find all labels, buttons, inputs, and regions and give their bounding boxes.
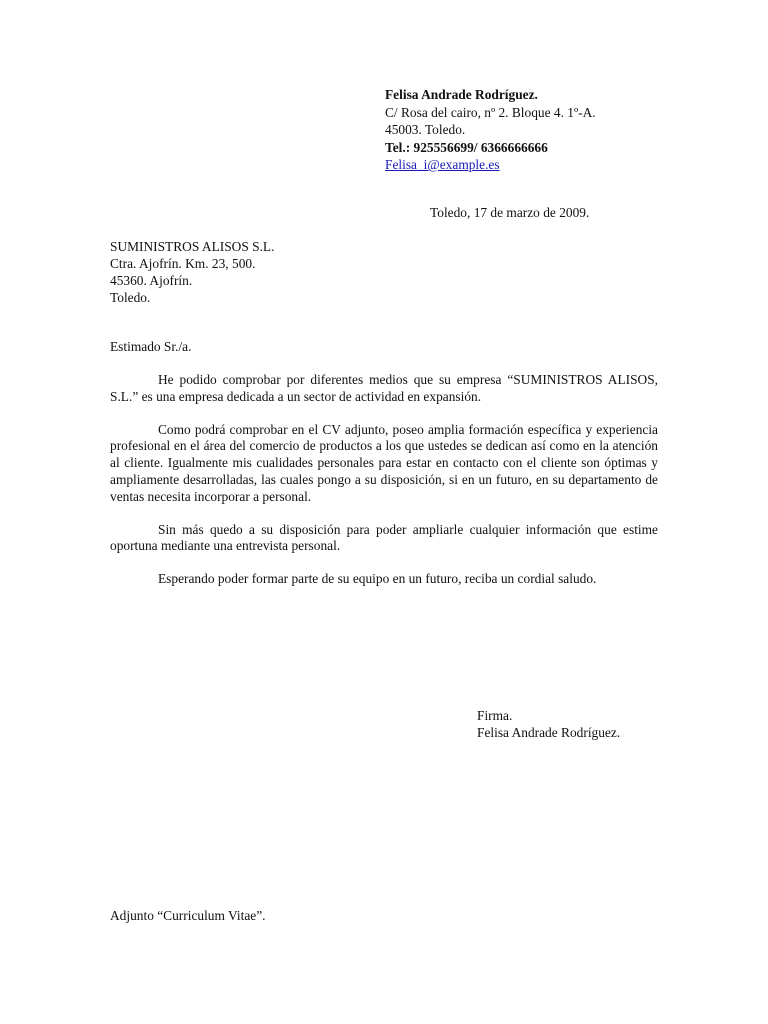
recipient-block: [110, 238, 274, 306]
signer-name: Felisa Andrade Rodríguez.: [477, 725, 621, 740]
attachment-note: Adjunto “Curriculum Vitae”.: [110, 908, 266, 923]
letter-date: Toledo, 17 de marzo de 2009.: [430, 205, 590, 220]
recipient-city: Toledo.: [110, 290, 151, 305]
letter-body: [110, 372, 658, 604]
closing-block: [477, 707, 620, 741]
sender-city: 45003. Toledo.: [385, 122, 466, 137]
body-paragraph: Como podrá comprobar en el CV adjunto, poseo amplia formación específica y experiencia profesional en el área del comercio de productos a los que ustedes se dedican así como en la atención al cliente. Igualmente mis cualidades personales para estar en contacto con el cliente son óptimas y ampliamente desarrolladas, las cuales pongo a su disposición, si en un futuro, en su departamento de ventas necesita incorporar a personal.: [110, 421, 658, 504]
body-paragraph: Esperando poder formar parte de su equipo en un futuro, reciba un cordial saludo.: [158, 571, 597, 587]
recipient-company: SUMINISTROS ALISOS S.L.: [110, 239, 275, 254]
body-paragraph: He podido comprobar por diferentes medios que su empresa “SUMINISTROS ALISOS, S.L.” es una empresa dedicada a un sector de actividad en expansión.: [110, 372, 658, 404]
sender-phone: Tel.: 925556699/ 6366666666: [385, 139, 548, 155]
recipient-address: Ctra. Ajofrín. Km. 23, 500.: [110, 256, 256, 271]
salutation: Estimado Sr./a.: [110, 339, 192, 354]
sender-address: C/ Rosa del cairo, nº 2. Bloque 4. 1º-A.: [385, 104, 596, 120]
signature-label: Firma.: [477, 708, 513, 723]
recipient-postal: 45360. Ajofrín.: [110, 273, 193, 288]
sender-name: Felisa Andrade Rodríguez.: [385, 87, 538, 102]
body-paragraph: Sin más quedo a su disposición para poder ampliarle cualquier información que estime oportuna mediante una entrevista personal.: [110, 521, 658, 554]
sender-block: [385, 86, 596, 174]
sender-email-link[interactable]: Felisa_i@example.es: [385, 157, 500, 172]
